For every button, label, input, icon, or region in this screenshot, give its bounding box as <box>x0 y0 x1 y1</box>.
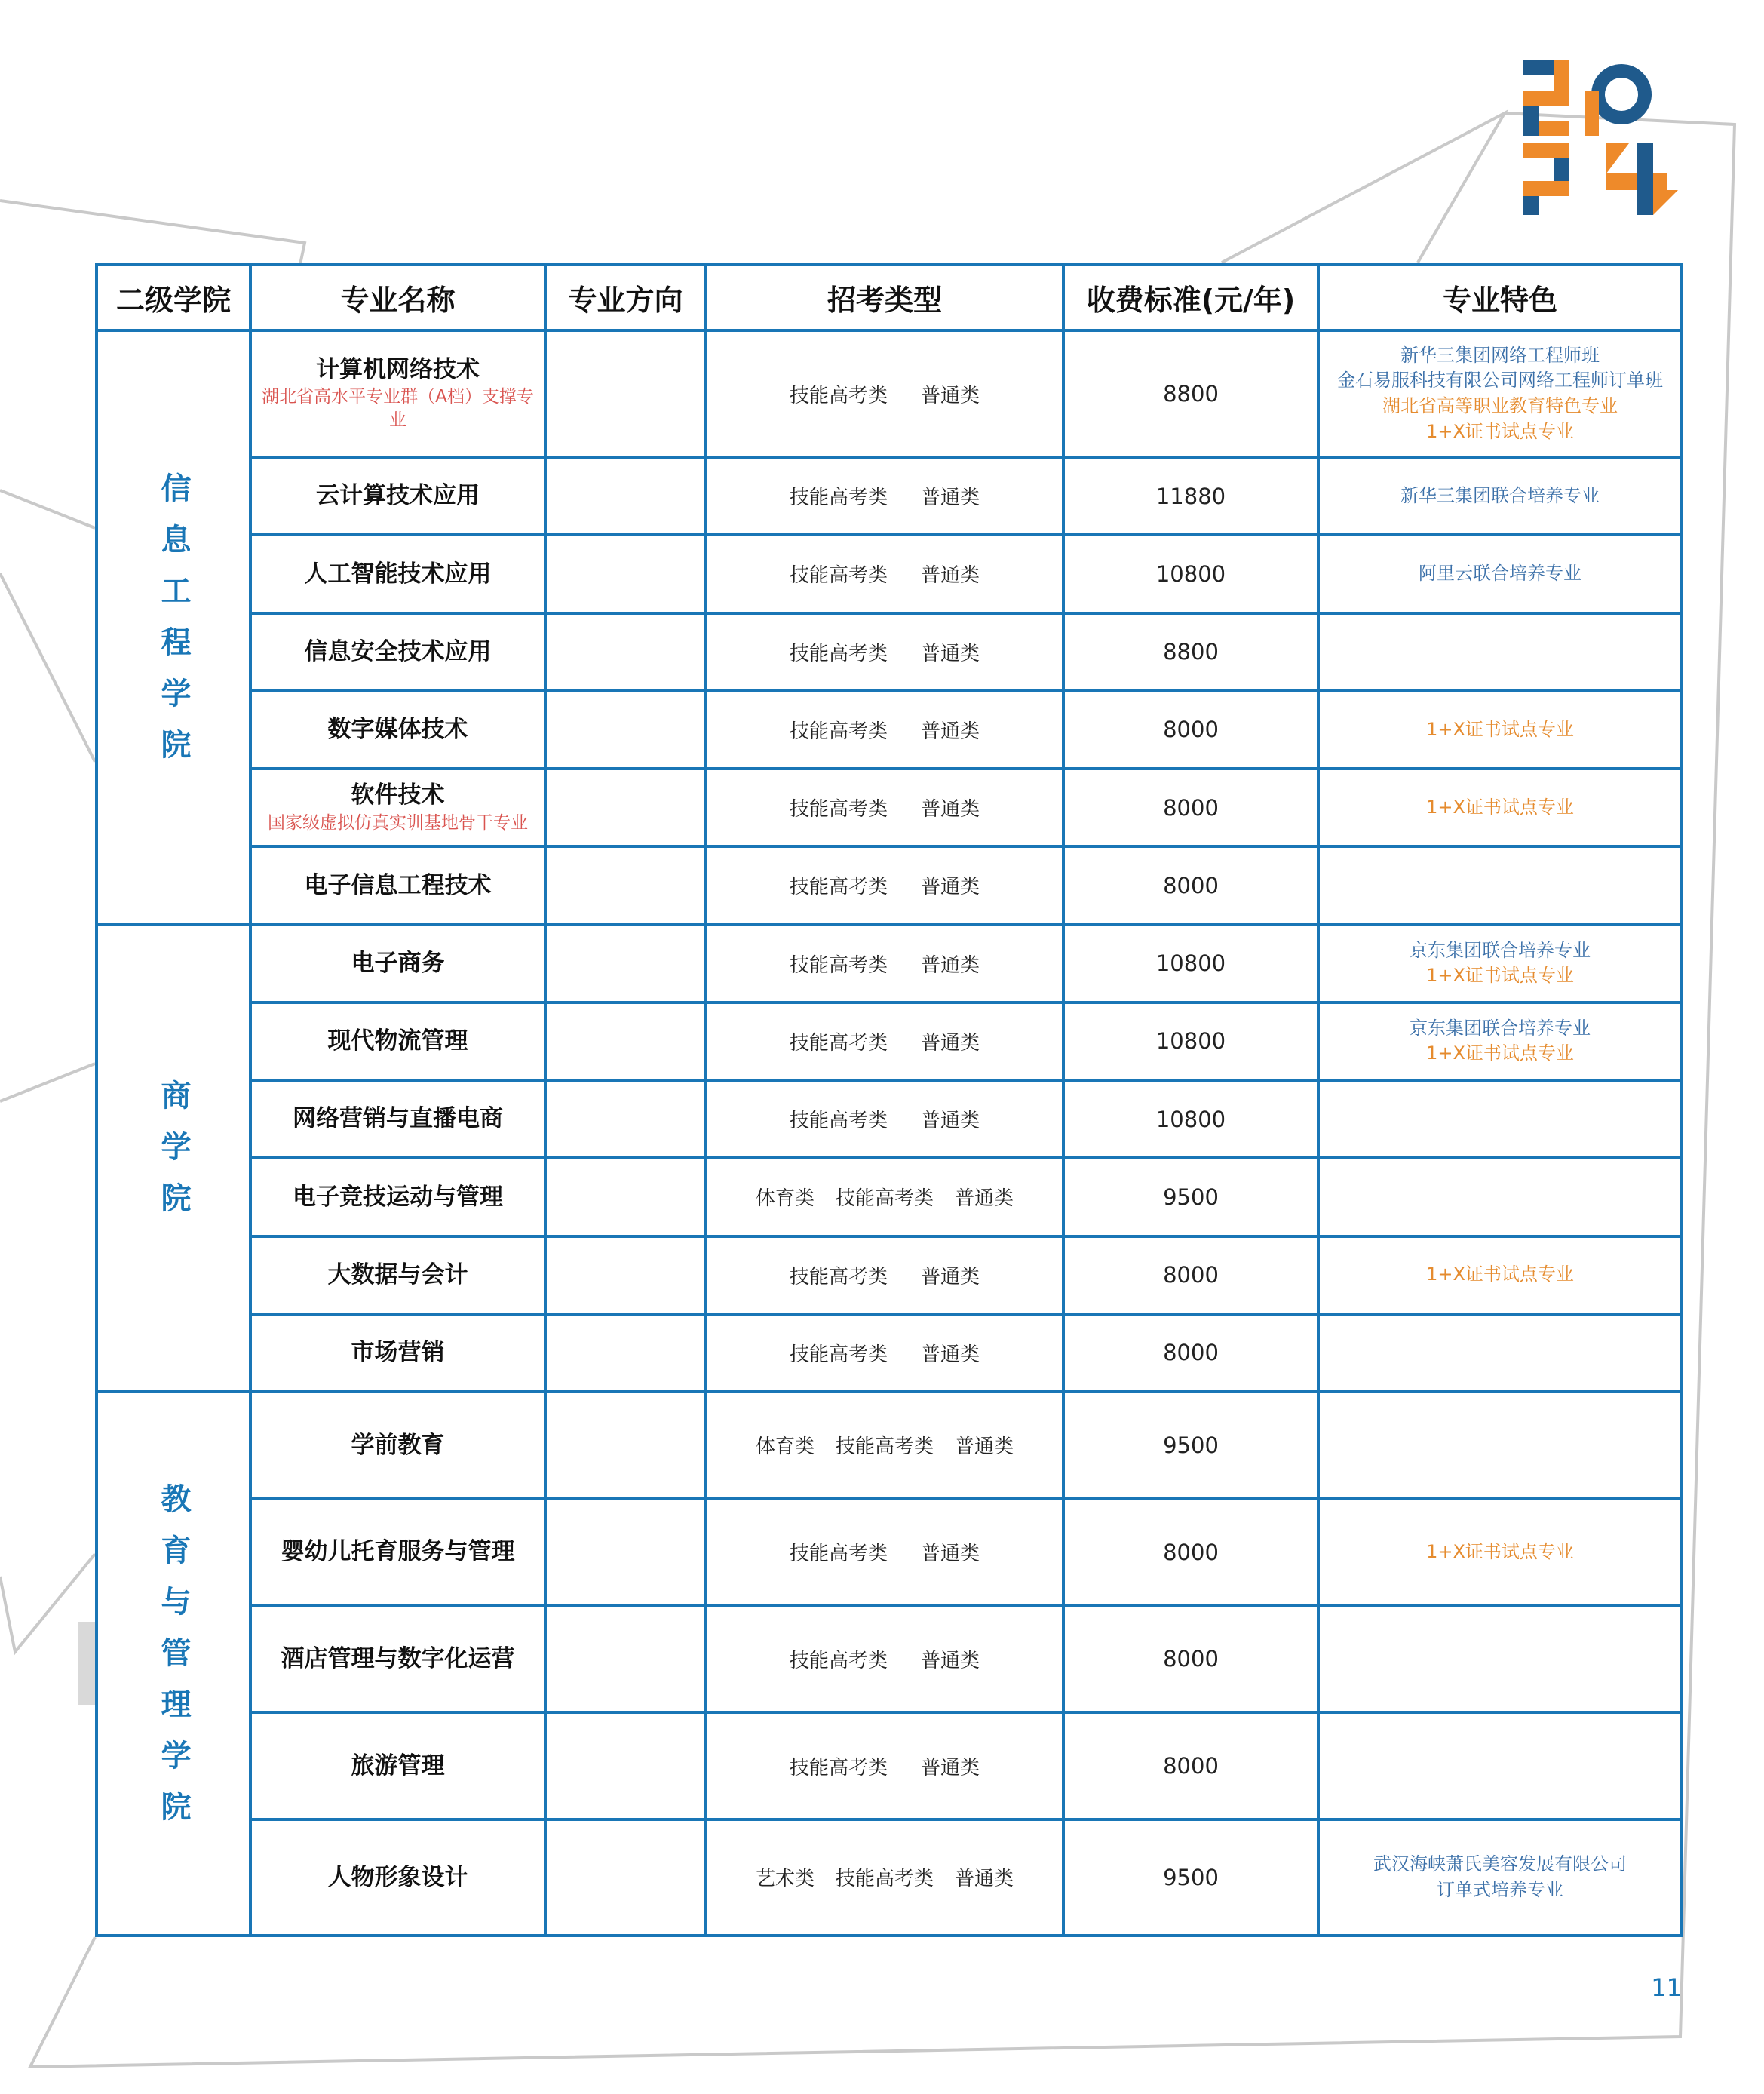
feature-text: 武汉海峡萧氏美容发展有限公司 <box>1373 1853 1627 1875</box>
table-row <box>97 330 1682 457</box>
major-name: 学前教育 <box>351 1431 445 1459</box>
tuition-cell: 8000 <box>1063 691 1318 769</box>
major-direction-cell <box>545 1819 706 1936</box>
college-cell <box>97 1392 250 1936</box>
tuition-cell: 9500 <box>1063 1392 1318 1499</box>
admission-types-cell <box>706 1499 1063 1606</box>
major-direction-cell <box>545 457 706 535</box>
features-cell <box>1318 457 1682 535</box>
admission-type: 技能高考类 <box>789 798 888 821</box>
table-row <box>97 535 1682 613</box>
table-row <box>97 1080 1682 1158</box>
admission-type: 技能高考类 <box>789 1756 888 1779</box>
feature-text: 新华三集团联合培养专业 <box>1400 484 1600 506</box>
major-name: 市场营销 <box>351 1339 445 1367</box>
major-direction-cell <box>545 925 706 1002</box>
admission-type: 技能高考类 <box>789 1543 888 1566</box>
features-cell <box>1318 1158 1682 1236</box>
feature-text: 金石易服科技有限公司网络工程师订单班 <box>1337 370 1663 391</box>
admission-type: 普通类 <box>921 384 980 407</box>
table-row <box>97 1499 1682 1606</box>
college-name: 商学院 <box>156 1079 191 1234</box>
features-cell <box>1318 1605 1682 1712</box>
tuition-cell: 8000 <box>1063 1314 1318 1392</box>
features-cell <box>1318 1080 1682 1158</box>
admission-type: 艺术类 <box>755 1868 815 1891</box>
tuition-cell: 10800 <box>1063 1080 1318 1158</box>
features-cell <box>1318 1314 1682 1392</box>
header-tuition: 收费标准(元/年) <box>1063 264 1318 330</box>
admission-type: 技能高考类 <box>789 642 888 665</box>
table-row <box>97 1392 1682 1499</box>
major-name-cell <box>250 1080 545 1158</box>
feature-text: 1+X证书试点专业 <box>1426 1263 1574 1285</box>
major-name-cell <box>250 457 545 535</box>
tuition-cell: 9500 <box>1063 1819 1318 1936</box>
major-name: 信息安全技术应用 <box>304 637 492 665</box>
major-name: 人工智能技术应用 <box>304 560 492 588</box>
admission-types-cell <box>706 613 1063 691</box>
feature-text: 1+X证书试点专业 <box>1426 796 1574 818</box>
table-row <box>97 691 1682 769</box>
major-name: 云计算技术应用 <box>316 482 480 510</box>
table-row <box>97 925 1682 1002</box>
major-name-cell <box>250 846 545 924</box>
feature-text: 1+X证书试点专业 <box>1426 718 1574 740</box>
table-row <box>97 1819 1682 1936</box>
major-name-cell <box>250 1158 545 1236</box>
admission-type: 技能高考类 <box>835 1868 934 1891</box>
table-row <box>97 1158 1682 1236</box>
major-direction-cell <box>545 1712 706 1819</box>
admission-types-cell <box>706 1158 1063 1236</box>
major-name-cell <box>250 769 545 846</box>
admission-type: 技能高考类 <box>789 487 888 510</box>
features-cell <box>1318 1002 1682 1080</box>
admission-type: 技能高考类 <box>789 384 888 407</box>
tuition-cell: 10800 <box>1063 535 1318 613</box>
majors-table <box>95 263 1683 1937</box>
admission-type: 普通类 <box>921 720 980 743</box>
table-row <box>97 457 1682 535</box>
feature-text: 新华三集团网络工程师班 <box>1400 344 1600 366</box>
admission-types-cell <box>706 1819 1063 1936</box>
major-name-cell <box>250 1499 545 1606</box>
major-direction-cell <box>545 1499 706 1606</box>
admission-type: 技能高考类 <box>789 1343 888 1366</box>
table-header-row <box>97 264 1682 330</box>
features-cell <box>1318 1392 1682 1499</box>
major-name: 软件技术 <box>351 781 445 809</box>
tuition-cell: 8000 <box>1063 1712 1318 1819</box>
college-cell <box>97 330 250 925</box>
tuition-cell: 10800 <box>1063 925 1318 1002</box>
admission-types-cell <box>706 1002 1063 1080</box>
major-name-cell <box>250 1712 545 1819</box>
college-cell <box>97 925 250 1392</box>
admission-types-cell <box>706 457 1063 535</box>
major-direction-cell <box>545 1314 706 1392</box>
admission-types-cell <box>706 691 1063 769</box>
features-cell <box>1318 846 1682 924</box>
feature-text: 1+X证书试点专业 <box>1426 1042 1574 1064</box>
table-row <box>97 1314 1682 1392</box>
major-direction-cell <box>545 330 706 457</box>
tuition-cell: 9500 <box>1063 1158 1318 1236</box>
feature-text: 京东集团联合培养专业 <box>1410 1017 1591 1039</box>
header-features: 专业特色 <box>1318 264 1682 330</box>
2024-logo <box>1523 60 1682 219</box>
admission-types-cell <box>706 535 1063 613</box>
major-name: 酒店管理与数字化运营 <box>281 1644 515 1672</box>
major-name: 旅游管理 <box>351 1752 445 1779</box>
major-name-cell <box>250 691 545 769</box>
major-direction-cell <box>545 1002 706 1080</box>
admission-types-cell <box>706 1712 1063 1819</box>
admission-type: 普通类 <box>921 876 980 899</box>
major-direction-cell <box>545 769 706 846</box>
major-note: 湖北省高水平专业群（A档）支撑专业 <box>262 387 534 431</box>
major-direction-cell <box>545 1236 706 1314</box>
table-row <box>97 1236 1682 1314</box>
table-row <box>97 1002 1682 1080</box>
header-admission-type: 招考类型 <box>706 264 1063 330</box>
tuition-cell: 8000 <box>1063 769 1318 846</box>
major-name-cell <box>250 330 545 457</box>
major-name-cell <box>250 1236 545 1314</box>
feature-text: 1+X证书试点专业 <box>1426 420 1574 442</box>
major-name-cell <box>250 1819 545 1936</box>
admission-type: 普通类 <box>955 1435 1014 1459</box>
tuition-cell: 8800 <box>1063 330 1318 457</box>
admission-type: 普通类 <box>921 1343 980 1366</box>
tuition-cell: 8000 <box>1063 1605 1318 1712</box>
admission-type: 普通类 <box>921 953 980 977</box>
page-number: 11 <box>1651 1973 1682 2002</box>
major-name-cell <box>250 925 545 1002</box>
admission-type: 普通类 <box>921 1543 980 1566</box>
major-name: 数字媒体技术 <box>327 716 468 744</box>
feature-text: 1+X证书试点专业 <box>1426 965 1574 987</box>
admission-type: 普通类 <box>921 798 980 821</box>
table-row <box>97 613 1682 691</box>
admission-types-cell <box>706 1236 1063 1314</box>
college-name: 教育与管理学院 <box>156 1482 191 1842</box>
header-major-name: 专业名称 <box>250 264 545 330</box>
admission-type: 技能高考类 <box>789 720 888 743</box>
features-cell <box>1318 691 1682 769</box>
major-direction-cell <box>545 613 706 691</box>
features-cell <box>1318 1236 1682 1314</box>
admission-type: 普通类 <box>921 1756 980 1779</box>
admission-type: 普通类 <box>921 1031 980 1055</box>
header-major-direction: 专业方向 <box>545 264 706 330</box>
major-direction-cell <box>545 1158 706 1236</box>
admission-type: 普通类 <box>955 1187 1014 1211</box>
features-cell <box>1318 1819 1682 1936</box>
major-name-cell <box>250 535 545 613</box>
header-college: 二级学院 <box>97 264 250 330</box>
college-name: 信息工程学院 <box>156 471 191 780</box>
table-row <box>97 769 1682 846</box>
feature-text: 阿里云联合培养专业 <box>1419 563 1581 585</box>
admission-type: 技能高考类 <box>789 876 888 899</box>
admission-type: 普通类 <box>921 1265 980 1288</box>
admission-types-cell <box>706 1314 1063 1392</box>
admission-types-cell <box>706 925 1063 1002</box>
features-cell <box>1318 769 1682 846</box>
tuition-cell: 8800 <box>1063 613 1318 691</box>
features-cell <box>1318 1712 1682 1819</box>
admission-types-cell <box>706 330 1063 457</box>
admission-type: 技能高考类 <box>789 1110 888 1133</box>
major-name: 电子信息工程技术 <box>304 871 492 899</box>
admission-type: 体育类 <box>755 1435 815 1459</box>
major-direction-cell <box>545 691 706 769</box>
major-direction-cell <box>545 1605 706 1712</box>
features-cell <box>1318 535 1682 613</box>
major-name: 大数据与会计 <box>327 1260 468 1288</box>
admission-types-cell <box>706 846 1063 924</box>
admission-type: 体育类 <box>755 1187 815 1211</box>
major-name-cell <box>250 1002 545 1080</box>
admission-type: 普通类 <box>921 642 980 665</box>
admission-types-cell <box>706 1605 1063 1712</box>
admission-type: 技能高考类 <box>835 1435 934 1459</box>
tuition-cell: 8000 <box>1063 1236 1318 1314</box>
feature-text: 订单式培养专业 <box>1437 1878 1563 1900</box>
admission-type: 普通类 <box>921 564 980 588</box>
major-name-cell <box>250 1605 545 1712</box>
major-name-cell <box>250 1314 545 1392</box>
major-name-cell <box>250 1392 545 1499</box>
tuition-cell: 8000 <box>1063 846 1318 924</box>
table-body <box>97 330 1682 1936</box>
major-name: 婴幼儿托育服务与管理 <box>281 1538 515 1566</box>
major-name: 电子竞技运动与管理 <box>293 1183 503 1211</box>
features-cell <box>1318 330 1682 457</box>
tuition-cell: 10800 <box>1063 1002 1318 1080</box>
features-cell <box>1318 613 1682 691</box>
admission-type: 技能高考类 <box>789 1031 888 1055</box>
admission-type: 技能高考类 <box>835 1187 934 1211</box>
admission-type: 技能高考类 <box>789 1265 888 1288</box>
table-row <box>97 1712 1682 1819</box>
tuition-cell: 8000 <box>1063 1499 1318 1606</box>
feature-text: 湖北省高等职业教育特色专业 <box>1382 395 1618 417</box>
admission-type: 普通类 <box>921 1110 980 1133</box>
major-direction-cell <box>545 846 706 924</box>
admission-type: 普通类 <box>955 1868 1014 1891</box>
admission-types-cell <box>706 1392 1063 1499</box>
admission-type: 普通类 <box>921 1649 980 1672</box>
major-name: 人物形象设计 <box>327 1863 468 1891</box>
feature-text: 京东集团联合培养专业 <box>1410 939 1591 961</box>
table-row <box>97 846 1682 924</box>
features-cell <box>1318 925 1682 1002</box>
major-direction-cell <box>545 535 706 613</box>
major-direction-cell <box>545 1080 706 1158</box>
admission-type: 技能高考类 <box>789 953 888 977</box>
tuition-cell: 11880 <box>1063 457 1318 535</box>
admission-type: 技能高考类 <box>789 1649 888 1672</box>
table-row <box>97 1605 1682 1712</box>
admission-types-cell <box>706 1080 1063 1158</box>
feature-text: 1+X证书试点专业 <box>1426 1540 1574 1562</box>
major-name: 计算机网络技术 <box>316 355 480 383</box>
major-direction-cell <box>545 1392 706 1499</box>
major-note: 国家级虚拟仿真实训基地骨干专业 <box>268 812 528 833</box>
major-name-cell <box>250 613 545 691</box>
major-name: 现代物流管理 <box>327 1027 468 1055</box>
admission-types-cell <box>706 769 1063 846</box>
major-name: 网络营销与直播电商 <box>293 1105 503 1133</box>
admission-type: 普通类 <box>921 487 980 510</box>
major-name: 电子商务 <box>351 949 445 977</box>
features-cell <box>1318 1499 1682 1606</box>
admission-type: 技能高考类 <box>789 564 888 588</box>
